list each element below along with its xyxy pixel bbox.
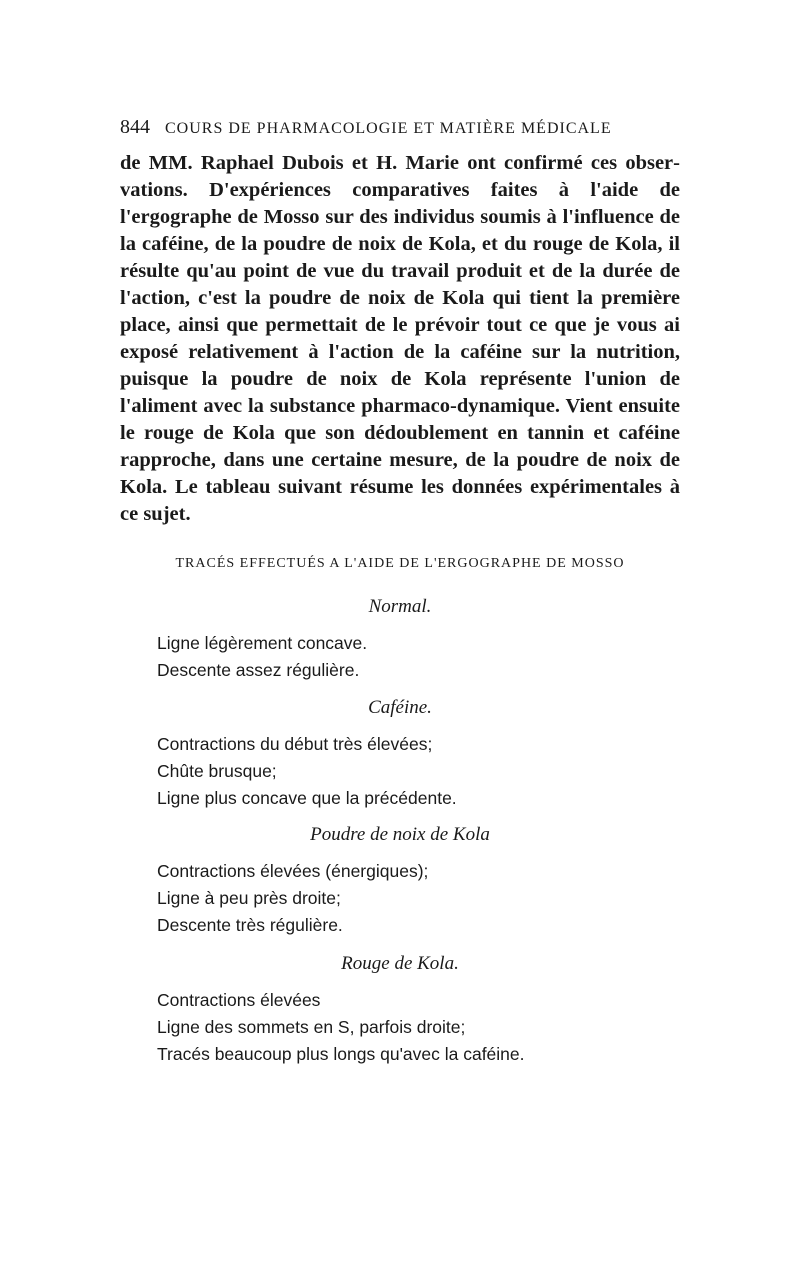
section-title-poudre-kola: Poudre de noix de Kola — [310, 824, 490, 845]
section-title-normal: Normal. — [368, 596, 432, 617]
list-item: Descente très régulière. — [157, 915, 343, 935]
table-caption: TRACÉS EFFECTUÉS A L'AIDE DE L'ERGOGRAPHE DE MOSSO — [175, 556, 625, 571]
list-item: Contractions du début très élevées; — [157, 734, 433, 754]
list-item: Ligne légèrement concave. — [157, 633, 368, 653]
list-item: Descente assez régulière. — [157, 660, 360, 680]
list-item: Chûte brusque; — [157, 761, 277, 781]
page-number: 844 — [120, 116, 150, 138]
section-title-rouge-kola: Rouge de Kola. — [341, 953, 459, 974]
running-title: COURS DE PHARMACOLOGIE ET MATIÈRE MÉDICALE — [165, 120, 612, 137]
body-paragraph: de MM. Raphael Dubois et H. Marie ont confirmé ces observations. D'expériences comparatives faites à l'aide de l'ergographe de Mosso sur des individus soumis à l'influence de la caféine, de la poudre de noix de Kola, et du rouge de Kola, il résulte qu'au point de vue du travail produit et de la durée de l'action, c'est la poudre de noix de Kola qui tient la première place, ainsi que permettait de le prévoir tout ce que je vous ai exposé relativement à l'action de la caféine sur la nutrition, puisque la poudre de noix de Kola représente l'union de l'aliment avec la substance pharmaco-dynamique. Vient ensuite le rouge de Kola que son dédoublement en tannin et caféine rapproche, dans une certaine mesure, de la poudre de noix de Kola. Le tableau suivant résume les données expérimentales à ce sujet. — [120, 152, 680, 525]
running-header — [120, 116, 680, 139]
list-item: Contractions élevées (énergiques); — [157, 861, 429, 881]
list-item: Ligne plus concave que la précédente. — [157, 788, 457, 808]
list-item: Contractions élevées — [157, 990, 321, 1010]
list-item: Ligne à peu près droite; — [157, 888, 341, 908]
list-item: Tracés beaucoup plus longs qu'avec la caféine. — [157, 1044, 525, 1064]
list-item: Ligne des sommets en S, parfois droite; — [157, 1017, 466, 1037]
section-title-cafeine: Caféine. — [368, 697, 432, 718]
